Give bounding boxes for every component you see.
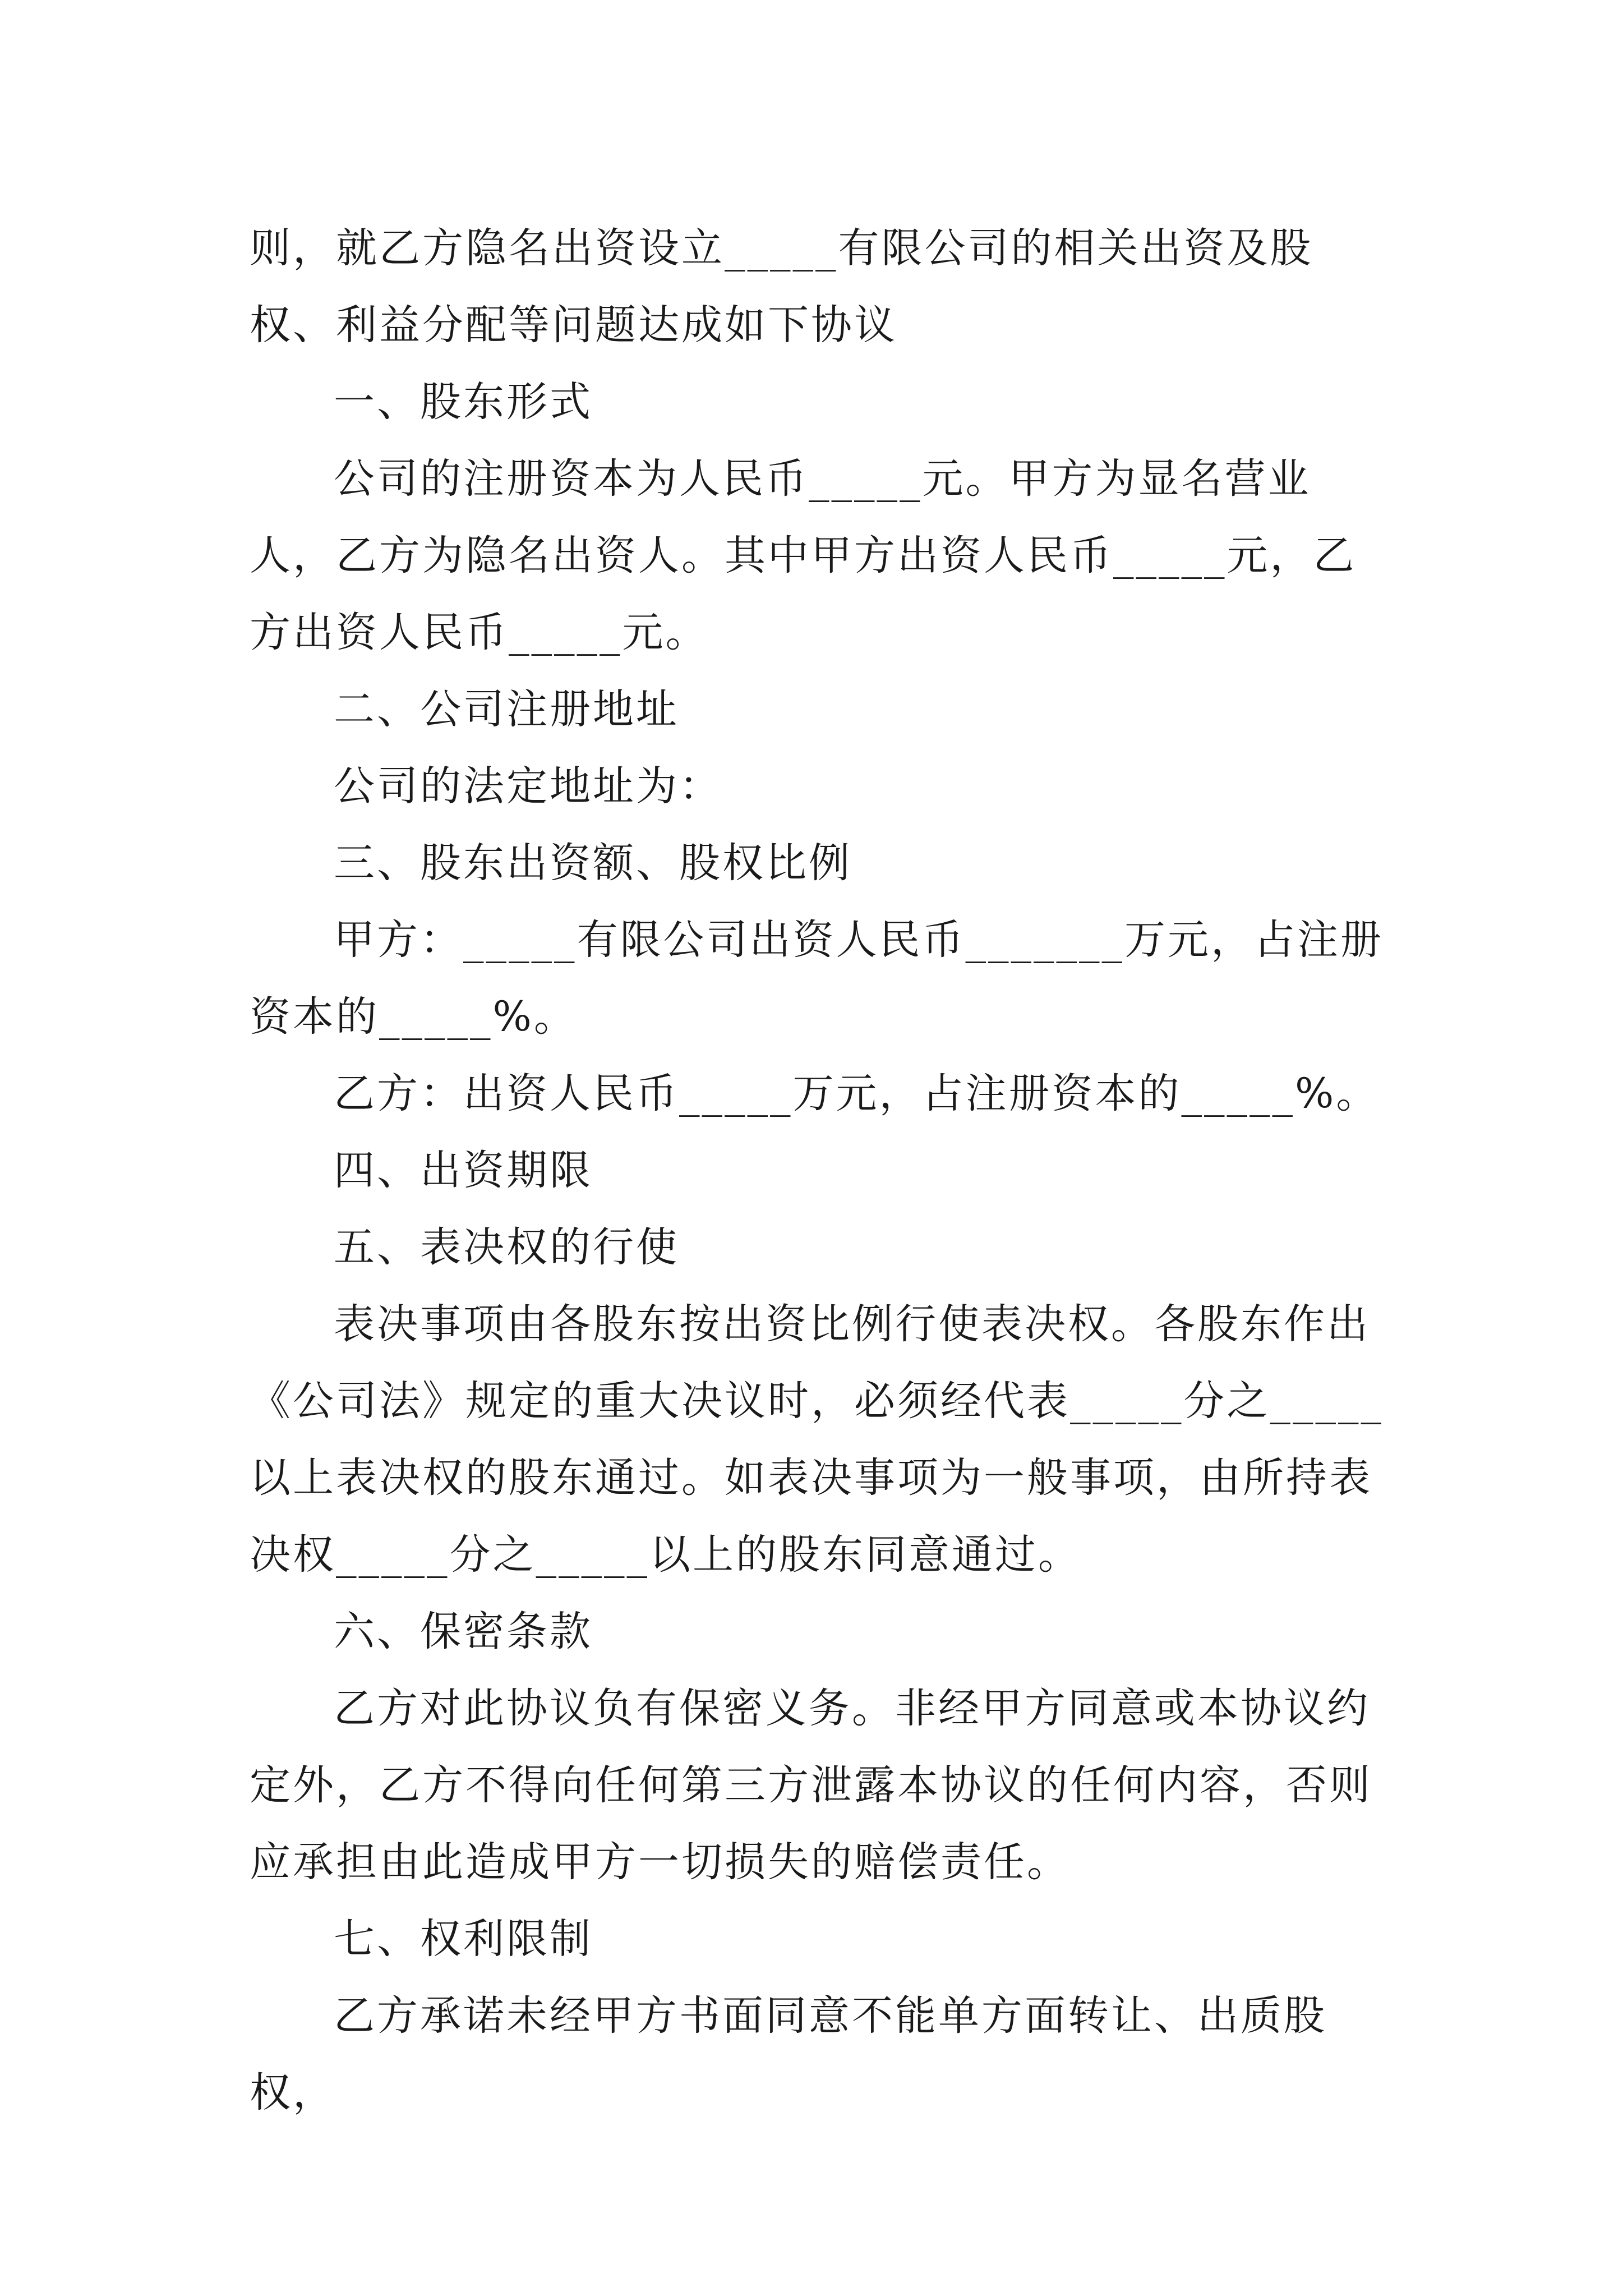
section-heading-1: 一、股东形式 — [334, 378, 593, 426]
intro-paragraph: 则，就乙方隐名出资设立_____有限公司的相关出资及股权、利益分配等问题达成如下协议 — [250, 224, 1313, 349]
section-2-paragraph: 公司的法定地址为： — [334, 762, 722, 810]
section-heading-3: 三、股东出资额、股权比例 — [334, 839, 852, 887]
section-3-party-a-paragraph: 甲方：_____有限公司出资人民币_______万元，占注册资本的_____%。 — [250, 916, 1384, 1041]
section-heading-6: 六、保密条款 — [334, 1608, 593, 1655]
document-body — [250, 210, 1394, 2131]
section-heading-5: 五、表决权的行使 — [334, 1223, 679, 1271]
section-7-paragraph: 乙方承诺未经甲方书面同意不能单方面转让、出质股权， — [250, 1992, 1327, 2116]
section-5-paragraph: 表决事项由各股东按出资比例行使表决权。各股东作出《公司法》规定的重大决议时，必须经代表_____分之_____以上表决权的股东通过。如表决事项为一般事项，由所持表决权_____分之_____以上的股东同意通过。 — [250, 1300, 1384, 1579]
section-3-party-b-paragraph: 乙方：出资人民币_____万元，占注册资本的_____%。 — [334, 1070, 1380, 1117]
section-6-paragraph: 乙方对此协议负有保密义务。非经甲方同意或本协议约定外，乙方不得向任何第三方泄露本协议的任何内容，否则应承担由此造成甲方一切损失的赔偿责任。 — [250, 1685, 1372, 1886]
section-heading-4: 四、出资期限 — [334, 1147, 593, 1194]
section-heading-7: 七、权利限制 — [334, 1915, 593, 1963]
section-1-paragraph: 公司的注册资本为人民币_____元。甲方为显名营业人，乙方为隐名出资人。其中甲方出资人民币_____元，乙方出资人民币_____元。 — [250, 455, 1357, 656]
section-heading-2: 二、公司注册地址 — [334, 685, 679, 733]
